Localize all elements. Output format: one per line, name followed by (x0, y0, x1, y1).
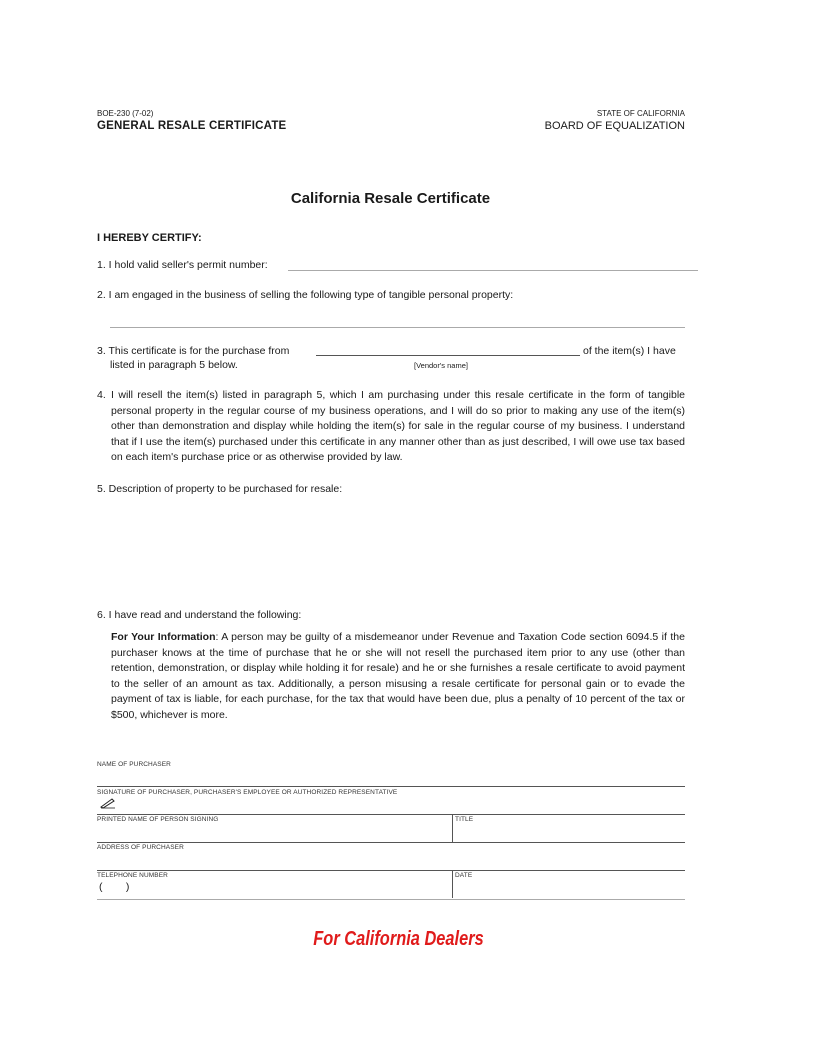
item-4-number: 4. (97, 389, 106, 401)
title-label: TITLE (455, 816, 474, 823)
permit-number-field[interactable] (288, 270, 698, 271)
item-6-text: 6. I have read and understand the following: (97, 609, 302, 621)
name-of-purchaser-label: NAME OF PURCHASER (97, 761, 171, 768)
form-name: GENERAL RESALE CERTIFICATE (97, 120, 287, 132)
property-type-field[interactable] (110, 327, 685, 328)
certify-heading: I HEREBY CERTIFY: (97, 232, 202, 244)
date-divider (452, 871, 453, 898)
form-header-right (545, 109, 685, 133)
date-label: DATE (455, 872, 473, 879)
telephone-label: TELEPHONE NUMBER (97, 872, 168, 879)
title-divider (452, 815, 453, 842)
printed-name-label: PRINTED NAME OF PERSON SIGNING (97, 816, 219, 823)
item-3-text-c: listed in paragraph 5 below. (110, 359, 238, 371)
telephone-field[interactable] (97, 899, 685, 900)
pen-icon (100, 797, 116, 812)
fyi-text: : A person may be guilty of a misdemeanor under Revenue and Taxation Code section 6094.5 if the purchaser knows at the time of purchase that he or she will not resell the purchased item prior to any use (other than retention, demonstration, or display while holding it for resale) and he or she furnishes a resale certificate to avoid payment to the seller of an amount as tax. Additionally, a person misusing a resale certificate for personal gain or to evade the payment of tax is liable, for each purchase, for the tax that would have been due, plus a penalty of 10 percent of the tax or $500, whichever is more. (111, 631, 685, 721)
property-description-area[interactable] (110, 502, 685, 602)
item-3-text: 3. This certificate is for the purchase from (97, 345, 290, 357)
item-1-text: 1. I hold valid seller's permit number: (97, 259, 268, 271)
address-field[interactable] (97, 870, 685, 871)
address-label: ADDRESS OF PURCHASER (97, 844, 184, 851)
item-2-text: 2. I am engaged in the business of selling the following type of tangible personal property: (97, 289, 514, 301)
board-label: BOARD OF EQUALIZATION (544, 120, 685, 132)
phone-area-code[interactable]: ( ) (99, 881, 130, 893)
vendor-name-label: [Vendor's name] (414, 361, 468, 370)
form-number: BOE-230 (7-02) (97, 109, 154, 118)
form-header-left (97, 109, 286, 133)
state-label: STATE OF CALIFORNIA (596, 109, 685, 118)
printed-name-field[interactable] (97, 842, 685, 843)
fyi-label: For Your Information (111, 631, 216, 643)
footer-banner: For California Dealers (313, 928, 484, 950)
item-3-text-b: of the item(s) I have (583, 345, 676, 357)
document-title: California Resale Certificate (290, 190, 491, 207)
item-4-text: I will resell the item(s) listed in paragraph 5, which I am purchasing under this resale certificate in the form of tangible personal property in the regular course of my business operations, and I will do so prior to making any use of the item(s) other than demonstration and display while holding the item(s) for sale in the regular course of my business. I understand that if I use the item(s) purchased under this certificate in any manner other than as just described, I will owe use tax based on each item's purchase price or as otherwise provided by law. (111, 389, 685, 463)
signature-label: SIGNATURE OF PURCHASER, PURCHASER'S EMPLOYEE OR AUTHORIZED REPRESENTATIVE (97, 789, 398, 796)
item-5-text: 5. Description of property to be purchased for resale: (97, 483, 343, 495)
fyi-paragraph (111, 630, 685, 723)
signature-field[interactable] (97, 814, 685, 815)
vendor-name-field[interactable] (316, 355, 580, 356)
name-of-purchaser-field[interactable] (97, 786, 685, 787)
